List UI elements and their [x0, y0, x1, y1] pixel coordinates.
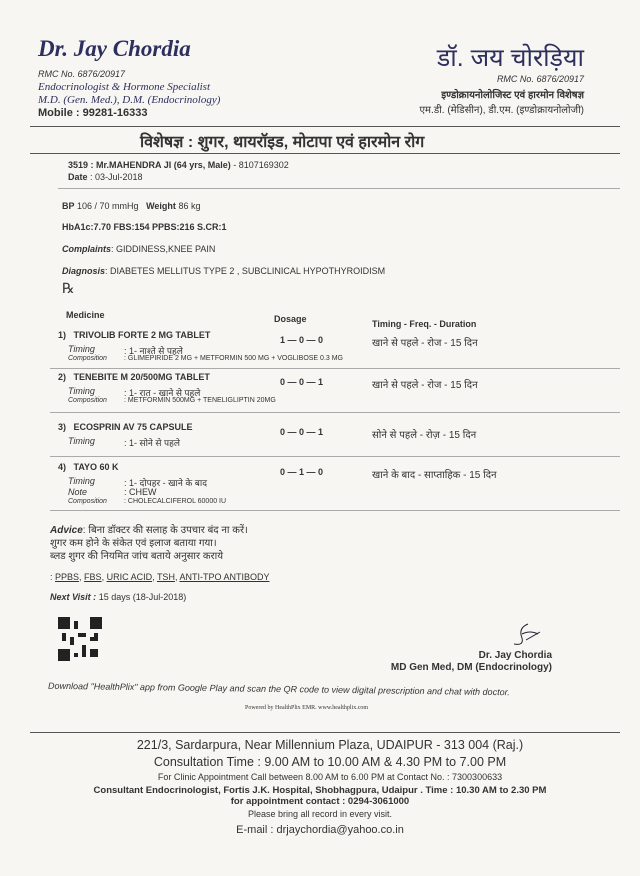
col-dosage: Dosage: [274, 314, 307, 324]
signature-name: Dr. Jay Chordia: [478, 650, 552, 661]
patient-id: 3519: [68, 160, 89, 170]
bp-label: BP: [62, 201, 75, 211]
patient-phone: - 8107169302: [233, 160, 289, 170]
date-label: Date: [68, 172, 88, 182]
complaints-value: GIDDINESS,KNEE PAIN: [116, 244, 216, 254]
medicine-name: 2) TENEBITE M 20/500MG TABLET: [58, 372, 210, 382]
medicine-timing: : 1- रात - खाने से पहले: [124, 388, 201, 398]
advice-label: Advice: [50, 525, 83, 536]
bp-value: 106 / 70 mmHg: [77, 201, 139, 211]
test-item: URIC ACID: [106, 572, 153, 582]
diagnosis-label: Diagnosis: [62, 266, 106, 276]
test-item: PPBS: [55, 572, 80, 582]
medicine-composition: : METFORMIN 500MG + TENELIGLIPTIN 20MG: [124, 397, 276, 404]
signature-scribble: [508, 620, 544, 650]
signature-degree: MD Gen Med, DM (Endocrinology): [390, 662, 552, 673]
timing-label: Timing: [68, 476, 95, 486]
timing-label: Timing: [68, 386, 95, 396]
powered-by: Powered by HealthPlix EMR. www.healthplix.com: [245, 705, 369, 711]
diagnosis-value: DIABETES MELLITUS TYPE 2 , SUBCLINICAL HYPOTHYROIDISM: [110, 266, 386, 276]
medicine-composition: : GLIMEPIRIDE 2 MG + METFORMIN 500 MG + VOGLIBOSE 0.3 MG: [124, 355, 343, 362]
title-hi: इण्डोक्रायनोलोजिस्ट एवं हारमोन विशेषज्ञ: [441, 90, 584, 101]
hospital-info: Consultant Endocrinologist, Fortis J.K. Hospital, Shobhagpura, Udaipur . Time : 10.30 AM to 2.30 PM: [93, 785, 547, 796]
medicine-dosage: 0 — 1 — 0: [280, 467, 324, 477]
advice-line: शुगर कम होने के संकेत एवं इलाज बताया गया।: [50, 538, 217, 549]
mobile: Mobile : 99281-16333: [38, 107, 148, 119]
composition-label: Composition: [68, 397, 107, 404]
rx-icon: ℞: [62, 280, 75, 296]
test-item: FBS: [84, 572, 102, 582]
col-timing: Timing - Freq. - Duration: [372, 319, 477, 329]
medicine-dosage: 0 — 0 — 1: [280, 377, 324, 387]
timing-label: Timing: [68, 344, 95, 354]
degree-hi: एम.डी. (मेडिसीन), डी.एम. (इण्डोक्रायनोलोजी): [419, 105, 584, 116]
test-item: ANTI-TPO ANTIBODY: [179, 572, 270, 582]
medicine-dosage: 1 — 0 — 0: [280, 335, 324, 345]
note-label: Note: [68, 487, 88, 497]
divider: [30, 153, 620, 154]
footer: [0, 738, 640, 836]
appointment-info: For Clinic Appointment Call between 8.00 AM to 6.00 PM at Contact No. : 7300300633: [157, 772, 503, 782]
composition-label: Composition: [68, 498, 107, 505]
advice-line: ब्लड शुगर की नियमित जांच बताये अनुसार कराये: [50, 551, 223, 562]
advice-line: बिना डॉक्टर की सलाह के उपचार बंद ना करें।: [88, 525, 248, 536]
weight-label: Weight: [146, 201, 176, 211]
records-note: Please bring all record in every visit.: [247, 809, 393, 819]
medicine-dosage: 0 — 0 — 1: [280, 427, 324, 437]
weight-value: 86 kg: [178, 201, 201, 211]
doctor-name-hi: डॉ. जय चोरड़िया: [436, 44, 584, 72]
composition-label: Composition: [68, 355, 107, 362]
medicine-note: : CHEW: [124, 487, 157, 497]
timing-label: Timing: [68, 436, 95, 446]
degree-en: M.D. (Gen. Med.), D.M. (Endocrinology): [38, 94, 221, 106]
qr-code-icon[interactable]: [58, 617, 102, 661]
divider: [30, 126, 620, 127]
divider: [30, 732, 620, 733]
col-medicine: Medicine: [66, 310, 105, 320]
medicine-frequency: खाने से पहले - रोज - 15 दिन: [372, 338, 478, 349]
medicine-frequency: सोने से पहले - रोज़ - 15 दिन: [372, 430, 477, 441]
email: E-mail : drjaychordia@yahoo.co.in: [236, 824, 404, 836]
medicine-name: 4) TAYO 60 K: [58, 462, 119, 472]
rmc-hi: RMC No. 6876/20917: [496, 74, 584, 84]
lab-values: HbA1c:7.70 FBS:154 PPBS:216 S.CR:1: [62, 222, 227, 232]
medicine-composition: : CHOLECALCIFEROL 60000 IU: [124, 498, 227, 505]
address: 221/3, Sardarpura, Near Millennium Plaza, UDAIPUR - 313 004 (Raj.): [136, 738, 524, 752]
patient-name: Mr.MAHENDRA JI (64 yrs, Male): [96, 160, 231, 170]
medicine-timing: : 1- दोपहर - खाने के बाद: [124, 478, 208, 488]
next-visit-label: Next Visit :: [50, 592, 97, 602]
doctor-name-en: Dr. Jay Chordia: [38, 36, 191, 61]
medicine-timing: : 1- सोने से पहले: [124, 438, 180, 448]
test-item: TSH: [156, 572, 175, 582]
tests-list: : PPBS, FBS, URIC ACID, TSH, ANTI-TPO ANTIBODY: [50, 572, 270, 582]
medicine-timing: : 1- नाश्ते से पहले: [124, 346, 183, 356]
next-visit-value: 15 days (18-Jul-2018): [98, 592, 187, 602]
download-note: Download "HealthPlix" app from Google Play and scan the QR code to view digital prescription and chat with doctor.: [47, 680, 510, 698]
title-en: Endocrinologist & Hormone Specialist: [38, 81, 211, 93]
visit-date: 03-Jul-2018: [95, 172, 143, 182]
speciality: विशेषज्ञ : शुगर, थायरॉइड, मोटापा एवं हारमोन रोग: [140, 134, 425, 151]
hospital-contact: for appointment contact : 0294-3061000: [230, 796, 410, 807]
medicine-name: 3) ECOSPRIN AV 75 CAPSULE: [58, 422, 193, 432]
medicine-frequency: खाने के बाद - साप्ताहिक - 15 दिन: [372, 470, 497, 481]
medicine-name: 1) TRIVOLIB FORTE 2 MG TABLET: [58, 330, 211, 340]
medicine-frequency: खाने से पहले - रोज - 15 दिन: [372, 380, 478, 391]
rmc-en: RMC No. 6876/20917: [38, 69, 126, 79]
complaints-label: Complaints: [62, 244, 112, 254]
consult-time: Consultation Time : 9.00 AM to 10.00 AM & 4.30 PM to 7.00 PM: [153, 755, 507, 769]
